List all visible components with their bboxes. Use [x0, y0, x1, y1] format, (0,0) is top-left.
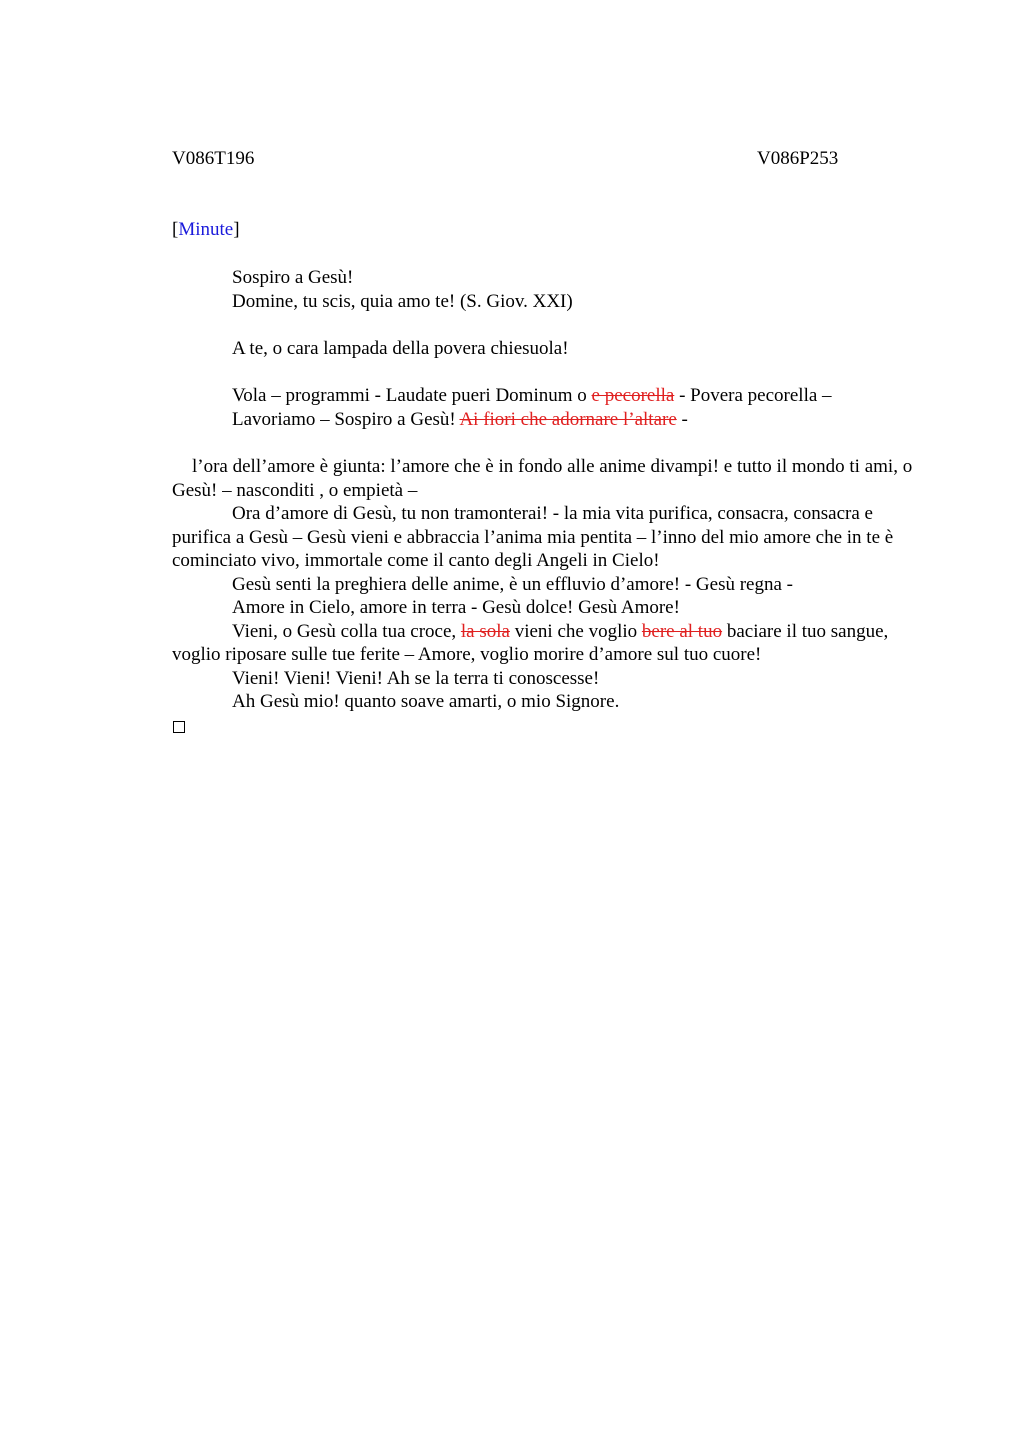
paragraph-7	[172, 690, 922, 714]
paragraph-3	[172, 573, 922, 597]
dedication-line: A te, o cara lampada della povera chiesuola!	[232, 338, 569, 359]
close-bracket: ]	[233, 219, 240, 240]
paragraph-7-text: Ah Gesù mio! quanto soave amarti, o mio Signore.	[232, 691, 620, 712]
list-block	[232, 384, 922, 431]
paragraph-2	[172, 502, 922, 573]
deleted-text: bere al tuo	[641, 620, 723, 642]
paragraph-3-text: Gesù senti la preghiera delle anime, è un effluvio d’amore! - Gesù regna -	[232, 573, 793, 595]
body-text	[172, 455, 922, 714]
paragraph-6-text: Vieni! Vieni! Vieni! Ah se la terra ti conoscesse!	[232, 667, 600, 689]
paragraph-4-text: Amore in Cielo, amore in terra - Gesù dolce! Gesù Amore!	[232, 597, 680, 618]
paragraph-1	[172, 455, 922, 502]
title-line-1: Sospiro a Gesù!	[232, 267, 354, 288]
section-label	[172, 218, 240, 242]
document-code-right: V086P253	[757, 148, 839, 169]
list-line-2	[232, 408, 922, 432]
end-marker-box-icon	[173, 721, 185, 733]
deleted-text: Ai fiori che adornare l’altare	[459, 408, 677, 430]
list-line-1	[232, 384, 922, 408]
paragraph-5-text-b: vieni che voglio	[509, 620, 642, 642]
paragraph-2-text: Ora d’amore di Gesù, tu non tramonterai! - la mia vita purifica, consacra, consacra e purifica a Gesù – Gesù vieni e abbraccia l’anima mia pentita – l’inno del mio amore che in te è cominciato vivo, immortale come il canto degli Angeli in Cielo!	[172, 503, 894, 571]
list-line-2-text-a: Lavoriamo – Sospiro a Gesù!	[232, 408, 460, 430]
title-block	[232, 266, 922, 313]
paragraph-5-text-c: baciare il tuo sangue, voglio riposare sulle tue ferite – Amore, voglio morire d’amore sul tuo cuore!	[172, 620, 889, 665]
paragraph-6	[172, 667, 922, 691]
paragraph-5-text-a: Vieni, o Gesù colla tua croce,	[232, 620, 461, 642]
open-bracket: [	[172, 219, 179, 240]
deleted-text: e pecorella	[591, 385, 675, 406]
title-line-2: Domine, tu scis, quia amo te! (S. Giov. XXI)	[232, 290, 573, 312]
deleted-text: la sola	[460, 620, 510, 642]
list-line-1-text-a: Vola – programmi - Laudate pueri Dominum o	[232, 385, 592, 406]
document-code-left: V086T196	[172, 148, 255, 169]
paragraph-5	[172, 620, 922, 667]
minute-link[interactable]: Minute	[178, 219, 234, 240]
paragraph-4	[172, 596, 922, 620]
paragraph-1-text: l’ora dell’amore è giunta: l’amore che è in fondo alle anime divampi! e tutto il mondo ti ami, o Gesù! – nasconditi , o empietà –	[172, 456, 913, 501]
list-line-1-text-b: - Povera pecorella –	[674, 385, 832, 406]
list-line-2-text-b: -	[676, 408, 688, 430]
